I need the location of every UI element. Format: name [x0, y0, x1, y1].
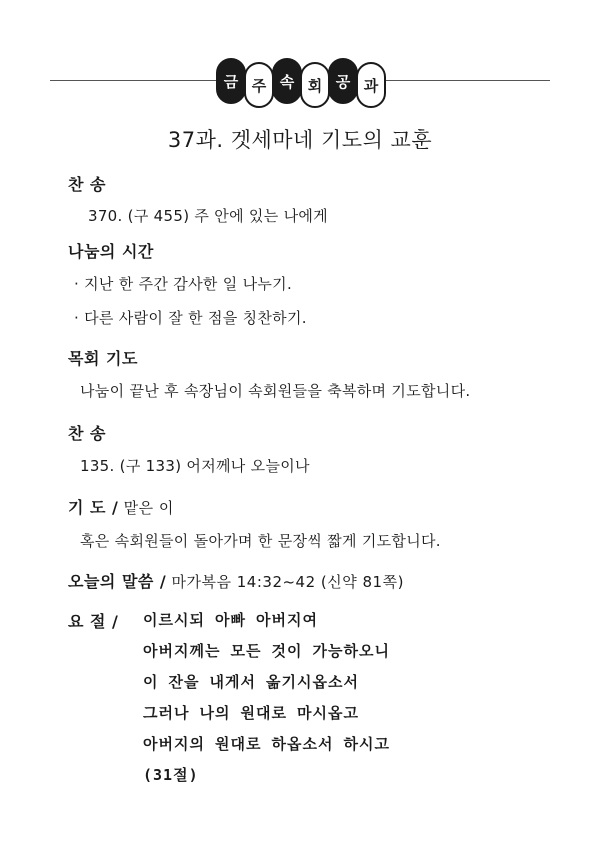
key-verse-line-1: 이르시되 아빠 아버지여 [143, 611, 318, 629]
sharing-item-2: · 다른 사람이 잘 한 점을 칭찬하기. [74, 309, 307, 327]
series-badges [216, 56, 386, 110]
hymn2-line: 135. (구 133) 어저께나 오늘이나 [80, 457, 310, 475]
hymn2-heading: 찬 송 [68, 424, 106, 443]
hymn1-line: 370. (구 455) 주 안에 있는 나에게 [88, 207, 328, 225]
key-verse-line-5: 아버지의 원대로 하옵소서 하시고 [143, 735, 390, 753]
sharing-item-1: · 지난 한 주간 감사한 일 나누기. [74, 275, 293, 293]
sharing-heading: 나눔의 시간 [68, 242, 154, 261]
prayer-heading-label: 기 도 / [68, 498, 119, 517]
key-verse-line-2: 아버지께는 모든 것이 가능하오니 [143, 642, 390, 660]
header-rule-right [382, 80, 550, 81]
header-rule-left [50, 80, 220, 81]
prayer-heading-sub: 맡은 이 [118, 499, 174, 517]
pastoral-prayer-line: 나눔이 끝난 후 속장님이 속회원들을 축복하며 기도합니다. [80, 382, 471, 400]
badge-5: 공 [328, 58, 358, 104]
badge-6: 과 [356, 62, 386, 108]
reading-heading [68, 569, 404, 592]
reading-heading-sub: 마가복음 14:32~42 (신약 81쪽) [166, 573, 404, 591]
pastoral-prayer-heading: 목회 기도 [68, 349, 138, 368]
key-verse-reference: (31절) [143, 766, 199, 784]
badge-3: 속 [272, 58, 302, 104]
prayer-line: 혹은 속회원들이 돌아가며 한 문장씩 짧게 기도합니다. [80, 532, 441, 550]
lesson-title: 37과. 겟세마네 기도의 교훈 [167, 128, 433, 152]
hymn1-heading: 찬 송 [68, 175, 106, 194]
reading-heading-label: 오늘의 말씀 / [68, 572, 167, 591]
badge-4: 회 [300, 62, 330, 108]
prayer-heading [68, 495, 174, 518]
key-verse-line-4: 그러나 나의 원대로 마시옵고 [143, 704, 359, 722]
key-verse-heading: 요 절 / [68, 612, 119, 631]
badge-2: 주 [244, 62, 274, 108]
badge-1: 금 [216, 58, 246, 104]
key-verse-line-3: 이 잔을 내게서 옮기시옵소서 [143, 673, 359, 691]
